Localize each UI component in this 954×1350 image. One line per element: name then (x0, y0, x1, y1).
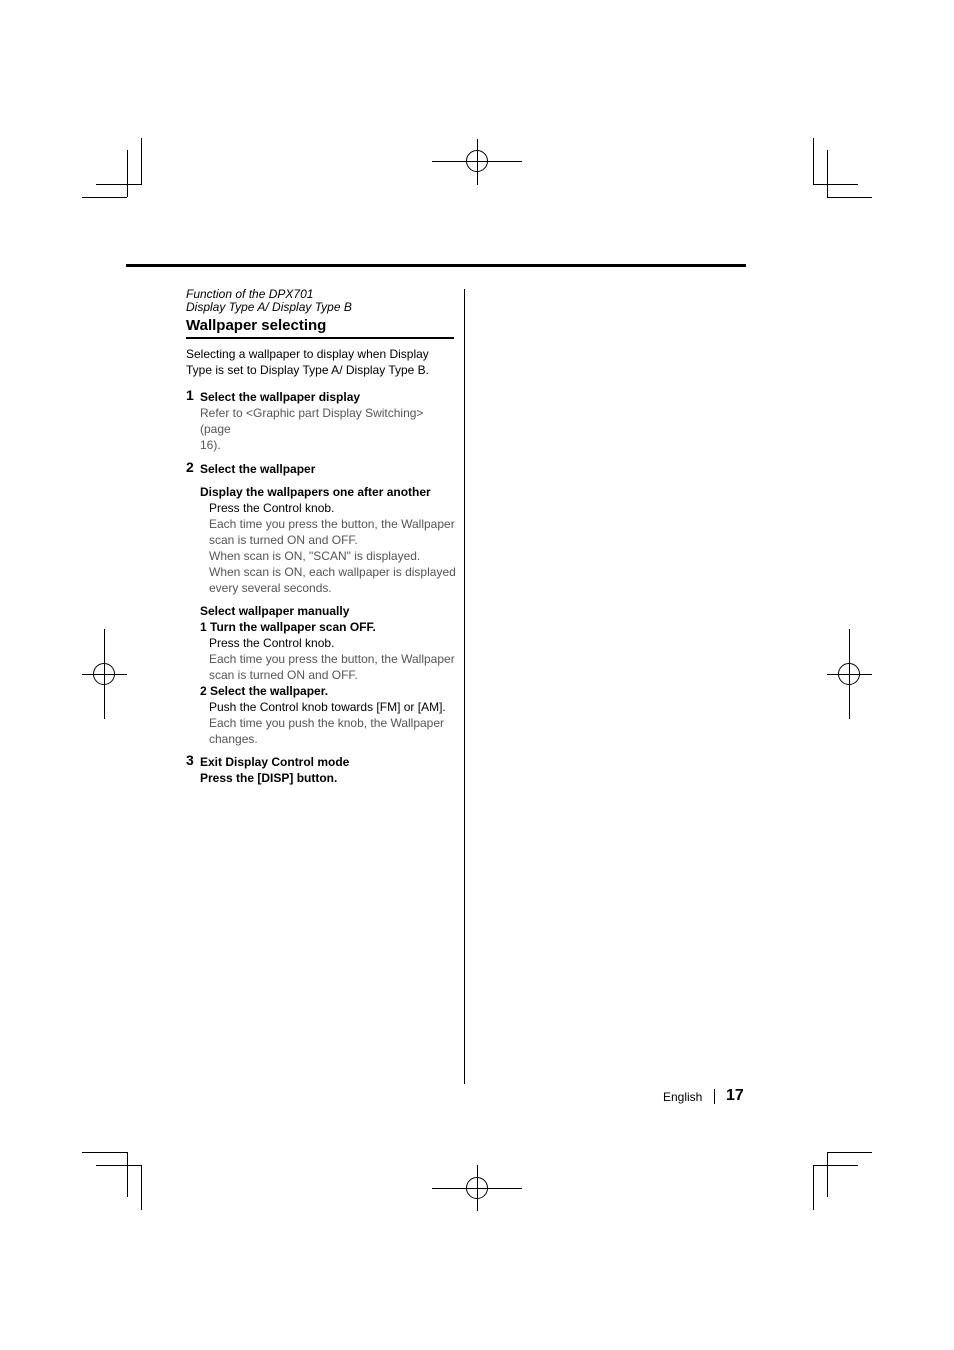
substep-heading: 1 Turn the wallpaper scan OFF. (200, 620, 376, 634)
section-context (186, 288, 456, 314)
step-note-line: Refer to <Graphic part Display Switching> (page (200, 406, 424, 436)
page-number: 17 (726, 1087, 744, 1104)
step-note-line: 16). (200, 438, 221, 452)
step-number: 1 (186, 387, 194, 403)
step-number: 2 (186, 459, 194, 475)
step-number: 3 (186, 752, 194, 768)
subheading: Display the wallpapers one after another (200, 485, 431, 499)
detail-line: Each time you push the knob, the Wallpaper (209, 716, 445, 730)
step-heading: Select the wallpaper (200, 462, 316, 476)
detail-line: Each time you press the button, the Wallpaper (209, 652, 455, 666)
step-heading: Select the wallpaper display (200, 390, 361, 404)
detail-line: When scan is ON, each wallpaper is displayed (209, 565, 456, 579)
footer-separator (714, 1089, 715, 1104)
detail-line: changes. (209, 732, 258, 746)
step-2 (186, 461, 456, 477)
subheading: Select wallpaper manually (200, 604, 350, 618)
detail-line: scan is turned ON and OFF. (209, 668, 358, 682)
action-line: Push the Control knob towards [FM] or [AM]. (209, 700, 446, 714)
manual-select-block (186, 603, 456, 747)
substep-heading: 2 Select the wallpaper. (200, 684, 329, 698)
context-line-2: Display Type A/ Display Type B (186, 300, 352, 314)
auto-scan-block (186, 484, 456, 596)
step-3 (186, 754, 456, 786)
context-line-1: Function of the DPX701 (186, 287, 314, 301)
detail-line: every several seconds. (209, 581, 332, 595)
detail-line: When scan is ON, "SCAN" is displayed. (209, 549, 421, 563)
action-line: Press the [DISP] button. (200, 771, 338, 785)
action-line: Press the Control knob. (209, 636, 335, 650)
intro-text (186, 346, 456, 378)
detail-line: scan is turned ON and OFF. (209, 533, 358, 547)
footer-language: English (663, 1090, 703, 1104)
action-line: Press the Control knob. (209, 501, 335, 515)
header-rule (126, 264, 746, 267)
intro-line-2: Type is set to Display Type A/ Display Type B. (186, 363, 430, 377)
section-title: Wallpaper selecting (186, 317, 454, 339)
intro-line-1: Selecting a wallpaper to display when Display (186, 347, 429, 361)
left-column (186, 288, 456, 786)
column-divider (464, 289, 465, 1084)
step-heading: Exit Display Control mode (200, 755, 350, 769)
step-1 (186, 389, 456, 453)
detail-line: Each time you press the button, the Wallpaper (209, 517, 455, 531)
